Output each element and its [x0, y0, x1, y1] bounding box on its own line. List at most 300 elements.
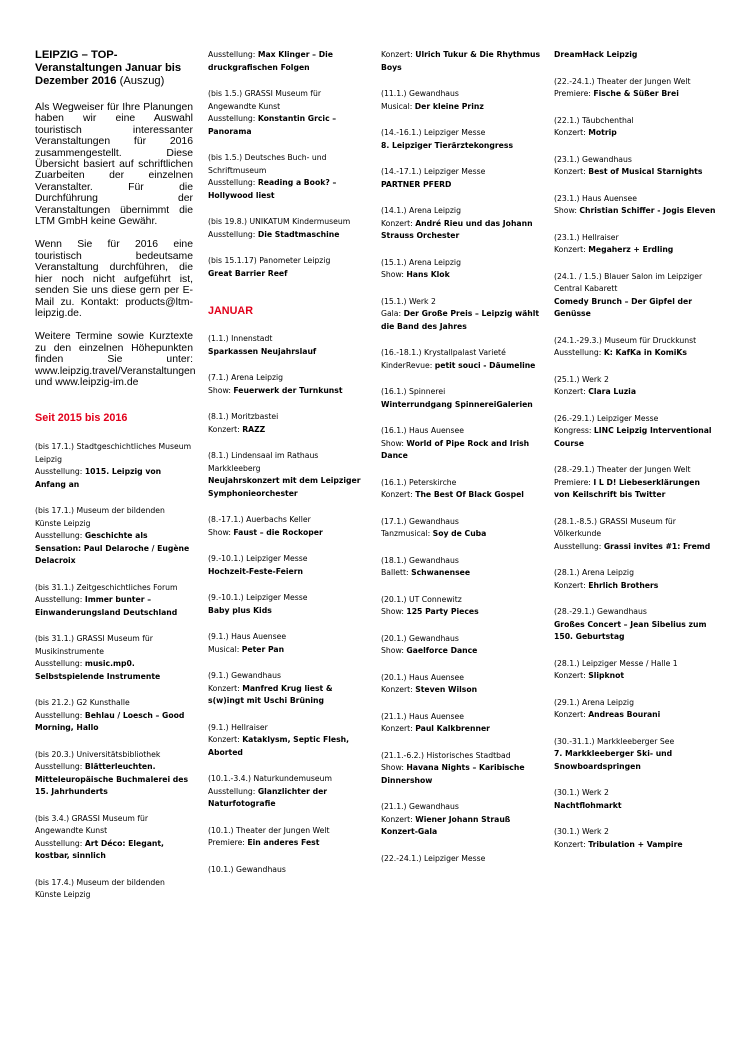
event-entry: [381, 750, 543, 788]
event-entry: [381, 257, 543, 282]
event-type: Ausstellung:: [208, 178, 258, 187]
event-entry: [554, 658, 716, 683]
event-type: Konzert:: [554, 580, 589, 590]
event-name: Behlau / Loesch – Good Morning, Hallo: [35, 710, 185, 733]
event-title-line: [208, 786, 368, 811]
event-type: Konzert:: [554, 710, 589, 719]
column-1: [35, 49, 196, 916]
event-date-venue: (25.1.) Werk 2: [554, 374, 609, 384]
event-title-line: [35, 466, 193, 491]
event-entry: [381, 477, 543, 502]
event-name: Max Klinger – Die druckgrafischen Folgen: [208, 50, 333, 72]
event-name: Manfred Krug liest & s(w)ingt mit Uschi Brüning: [208, 683, 333, 705]
event-name: Glanzlichter der Naturfotografie: [208, 786, 328, 808]
event-entry: [381, 853, 543, 866]
event-entry: [554, 76, 716, 101]
event-title-line: [381, 179, 543, 192]
event-name: LINC Leipzig Interventional Course: [554, 426, 712, 448]
event-name: Der kleine Prinz: [414, 101, 484, 111]
event-title-line: [208, 837, 368, 850]
event-entry: [554, 567, 716, 592]
event-title-line: [381, 218, 543, 243]
event-date-venue: (bis 17.1.) Museum der bildenden Künste Leipzig: [35, 506, 165, 528]
event-date-venue: (14.-16.1.) Leipziger Messe: [381, 128, 486, 137]
event-type: Ausstellung:: [35, 838, 85, 848]
event-name: 125 Party Pieces: [406, 607, 479, 616]
event-date-venue: (bis 20.3.) Universitätsbibliothek: [35, 749, 161, 759]
event-entry: [35, 633, 193, 683]
event-date-venue: (11.1.) Gewandhaus: [381, 89, 459, 98]
event-title-line: [554, 296, 716, 321]
event-type: Konzert:: [554, 839, 589, 849]
event-entry: [381, 594, 543, 619]
event-type: Show:: [381, 438, 407, 448]
event-entry: [208, 773, 368, 811]
event-title-line: [554, 205, 716, 218]
event-entry: [208, 864, 368, 877]
event-entry: [208, 450, 368, 500]
event-entry: [381, 88, 543, 113]
event-type: Konzert:: [381, 685, 416, 694]
event-date-venue: (10.1.) Gewandhaus: [208, 864, 286, 874]
event-entry: [554, 271, 716, 321]
title-text: LEIPZIG – TOP-Veranstaltungen Januar bis Dezember 2016: [35, 49, 182, 87]
event-entry: [208, 825, 368, 850]
event-name: Feuerwerk der Turnkunst: [233, 385, 343, 395]
event-date-venue: (bis 19.8.) UNIKATUM Kindermuseum: [208, 217, 351, 226]
event-date-venue: (22.1.) Täubchenthal: [554, 115, 634, 125]
intro-paragraph: Weitere Termine sowie Kurztexte zu den einzelnen Höhepunkten finden Sie unter: www.leipzig.travel/Veranstaltungen und www.leipzig-im.de: [35, 331, 196, 388]
event-type: Premiere:: [208, 838, 248, 847]
event-title-line: [381, 528, 543, 541]
event-title-line: [554, 386, 716, 399]
event-entry: [381, 672, 543, 697]
section-heading-januar: JANUAR: [208, 305, 253, 317]
event-title-line: [554, 541, 716, 554]
event-entry: [35, 582, 193, 620]
event-title-line: [554, 244, 716, 257]
event-type: Tanzmusical:: [381, 529, 433, 538]
event-name: Soy de Cuba: [432, 529, 487, 538]
event-title-line: [554, 709, 716, 722]
event-entry: [554, 193, 716, 218]
event-title-line: [208, 229, 368, 242]
event-name: André Rieu und das Johann Strauss Orchester: [381, 218, 533, 240]
event-type: Show:: [381, 270, 407, 279]
event-title-line: [208, 268, 368, 281]
event-date-venue: (8.1.) Lindensaal im Rathaus Markkleeberg: [208, 451, 319, 473]
event-entry: [35, 505, 193, 568]
event-title-line: [554, 166, 716, 179]
event-entry: [554, 49, 716, 62]
event-title-line: [554, 425, 716, 450]
event-name: petit souci - Däumeline: [434, 360, 536, 370]
event-date-venue: (16.-18.1.) Krystallpalast Varieté: [381, 348, 506, 357]
event-date-venue: (1.1.) Innenstadt: [208, 334, 273, 343]
event-name: Megaherz + Erdling: [588, 245, 674, 254]
event-type: Konzert:: [381, 724, 416, 733]
event-date-venue: (15.1.) Arena Leipzig: [381, 257, 461, 267]
event-title-line: [554, 839, 716, 852]
event-entry: [381, 425, 543, 463]
event-name: Die Stadtmaschine: [257, 229, 340, 239]
event-type: Ausstellung:: [208, 786, 258, 796]
event-entry: [381, 801, 543, 839]
event-type: Ausstellung:: [35, 762, 85, 772]
event-entry: [554, 736, 716, 774]
event-entry: [554, 335, 716, 360]
event-entry: [554, 154, 716, 179]
event-name: Steven Wilson: [415, 685, 478, 694]
event-type: Ausstellung:: [35, 467, 85, 477]
event-entry: [554, 413, 716, 451]
event-name: Fische & Süßer Brei: [593, 89, 679, 98]
event-type: Ausstellung:: [35, 659, 85, 669]
event-name: I L D! Liebeserklärungen von Keilschrift bis Twitter: [554, 477, 700, 499]
event-list: [35, 441, 193, 902]
event-date-venue: (bis 17.4.) Museum der bildenden Künste Leipzig: [35, 877, 165, 900]
event-date-venue: (9.1.) Hellraiser: [208, 722, 268, 732]
event-title-line: [554, 670, 716, 683]
event-title-line: [554, 800, 716, 813]
event-date-venue: (29.1.) Arena Leipzig: [554, 697, 634, 707]
event-date-venue: (9.1.) Gewandhaus: [208, 671, 282, 680]
event-date-venue: (30.1.) Werk 2: [554, 827, 609, 836]
event-list: [554, 49, 716, 851]
event-name: Faust – die Rockoper: [233, 527, 323, 537]
event-type: Konzert:: [208, 424, 243, 434]
event-entry: [35, 877, 193, 902]
event-entry: [381, 555, 543, 580]
event-title-line: [208, 177, 368, 202]
event-date-venue: (24.1.-29.3.) Museum für Druckkunst: [554, 335, 697, 345]
event-title-line: [208, 734, 368, 759]
event-title-line: [35, 658, 193, 683]
event-title-line: [208, 644, 368, 657]
event-date-venue: (bis 17.1.) Stadtgeschichtliches Museum Leipzig: [35, 442, 192, 464]
event-entry: [208, 216, 368, 241]
event-type: Konzert:: [554, 245, 589, 254]
event-date-venue: (28.1.) Arena Leipzig: [554, 568, 634, 577]
event-name: Nachtflohmarkt: [554, 800, 622, 810]
event-title-line: [381, 308, 543, 333]
event-date-venue: (20.1.) Gewandhaus: [381, 633, 459, 643]
event-date-venue: (30.1.) Werk 2: [554, 788, 609, 797]
event-name: Peter Pan: [241, 644, 285, 654]
event-name: World of Pipe Rock and Irish Dance: [381, 438, 530, 460]
event-entry: [208, 255, 368, 280]
event-date-venue: (15.1.) Werk 2: [381, 296, 436, 306]
event-name: Clara Luzia: [588, 387, 637, 396]
event-name: Großes Concert – Jean Sibelius zum 150. Geburtstag: [554, 619, 707, 641]
event-date-venue: (28.1.-8.5.) GRASSI Museum für Völkerkunde: [554, 516, 676, 538]
event-type: Konzert:: [554, 387, 589, 396]
event-date-venue: (7.1.) Arena Leipzig: [208, 373, 284, 382]
event-date-venue: (bis 21.2.) G2 Kunsthalle: [35, 698, 130, 708]
event-entry: [381, 205, 543, 243]
event-type: Konzert:: [381, 218, 416, 228]
event-type: Premiere:: [554, 89, 594, 98]
event-title-line: [35, 710, 193, 735]
event-title-line: [208, 566, 368, 579]
section-heading-seit: Seit 2015 bis 2016: [35, 412, 128, 425]
event-date-venue: (9.-10.1.) Leipziger Messe: [208, 554, 308, 563]
event-type: Show:: [381, 646, 407, 655]
event-date-venue: (20.1.) UT Connewitz: [381, 594, 462, 604]
event-date-venue: (14.-17.1.) Leipziger Messe: [381, 167, 486, 176]
event-date-venue: (26.-29.1.) Leipziger Messe: [554, 413, 659, 423]
event-type: Ausstellung:: [35, 595, 85, 605]
event-entry: [554, 374, 716, 399]
event-date-venue: (bis 31.1.) GRASSI Museum für Musikinstrumente: [35, 634, 153, 656]
event-type: Ausstellung:: [554, 348, 604, 357]
event-entry: [35, 813, 193, 863]
event-entry: [208, 411, 368, 436]
event-name: Andreas Bourani: [588, 710, 661, 719]
event-name: Hochzeit-Feste-Feiern: [208, 566, 304, 576]
event-title-line: [381, 489, 543, 502]
event-name: Sparkassen Neujahrslauf: [208, 346, 317, 356]
event-date-venue: (22.-24.1.) Leipziger Messe: [381, 853, 486, 863]
event-title-line: [35, 530, 193, 568]
event-entry: [208, 88, 368, 138]
event-date-venue: (21.1.-6.2.) Historisches Stadtbad: [381, 750, 511, 760]
event-type: Konzert:: [381, 490, 416, 499]
event-date-venue: (9.-10.1.) Leipziger Messe: [208, 593, 308, 602]
event-title-line: [554, 748, 716, 773]
event-entry: [208, 152, 368, 202]
event-date-venue: (28.-29.1.) Theater der Jungen Welt: [554, 465, 691, 474]
event-name: Best of Musical Starnights: [588, 167, 703, 176]
event-date-venue: (28.-29.1.) Gewandhaus: [554, 607, 647, 616]
event-entry: [554, 606, 716, 644]
event-entry: [381, 633, 543, 658]
event-title-line: [35, 594, 193, 619]
event-type: Kongress:: [554, 426, 594, 435]
event-name: Wiener Johann Strauß Konzert-Gala: [381, 814, 511, 836]
event-entry: [381, 386, 543, 411]
event-date-venue: (bis 15.1.17) Panometer Leipzig: [208, 256, 331, 265]
event-name: Gaelforce Dance: [406, 646, 478, 655]
event-entry: [554, 232, 716, 257]
event-type: Ausstellung:: [554, 541, 604, 551]
event-type: Konzert:: [554, 671, 589, 680]
event-title-line: [381, 723, 543, 736]
event-type: Ausstellung:: [35, 531, 85, 541]
event-entry: [208, 631, 368, 656]
event-name: Christian Schiffer - Jogis Eleven: [579, 206, 716, 215]
column-3: [381, 49, 543, 879]
event-title-line: [381, 49, 543, 74]
event-title-line: [381, 645, 543, 658]
event-type: Premiere:: [554, 477, 594, 487]
event-type: Musical:: [381, 101, 415, 111]
event-type: Konzert:: [554, 167, 589, 176]
event-title-line: [208, 424, 368, 437]
event-entry: [208, 553, 368, 578]
event-title-line: [554, 347, 716, 360]
event-date-venue: (bis 31.1.) Zeitgeschichtliches Forum: [35, 582, 178, 592]
document-title: [35, 49, 193, 88]
event-name: DreamHack Leipzig: [554, 50, 638, 59]
event-title-line: [208, 385, 368, 398]
event-name: K: KafKa in KomiKs: [603, 348, 687, 357]
event-type: Ausstellung:: [208, 229, 258, 239]
event-type: Konzert:: [381, 814, 416, 824]
event-name: Neujahrskonzert mit dem Leipziger Symphonieorchester: [208, 476, 361, 498]
event-type: Show:: [554, 206, 580, 215]
event-name: Paul Kalkbrenner: [415, 724, 490, 733]
event-name: 8. Leipziger Tierärztekongress: [381, 140, 514, 150]
event-type: Konzert:: [554, 128, 589, 137]
event-entry: [35, 697, 193, 735]
event-title-line: [208, 113, 368, 138]
event-entry: [35, 441, 193, 491]
event-date-venue: (10.1.-3.4.) Naturkundemuseum: [208, 774, 332, 783]
event-name: Der Große Preis – Leipzig wählt die Band des Jahres: [381, 309, 540, 331]
event-entry: [381, 516, 543, 541]
event-type: Show:: [208, 527, 234, 537]
event-entry: [554, 826, 716, 851]
event-entry: [554, 115, 716, 140]
event-entry: [554, 516, 716, 554]
event-date-venue: (24.1. / 1.5.) Blauer Salon im Leipziger Central Kabarett: [554, 271, 703, 293]
event-title-line: [381, 101, 543, 114]
event-entry: [381, 347, 543, 372]
intro-paragraph: Als Wegweiser für Ihre Planungen haben wir eine Auswahl touristisch interessanter Veranstaltungen für 2016 zusammengestellt. Diese Übersicht basiert auf schriftlichen Zuarbeiten der einzelnen Veranstalter. Für die Durchführung der Veranstaltungen übernimmt die LTM GmbH keine Gewähr.: [35, 102, 193, 228]
event-name: PARTNER PFERD: [381, 179, 452, 189]
event-entry: [381, 166, 543, 191]
event-entry: [554, 787, 716, 812]
event-title-line: [208, 527, 368, 540]
event-name: music.mp0. Selbstspielende Instrumente: [35, 659, 161, 681]
event-type: Konzert:: [208, 683, 243, 693]
event-date-venue: (30.-31.1.) Markkleeberger See: [554, 736, 675, 746]
title-suffix: (Auszug): [119, 75, 165, 87]
event-title-line: [381, 360, 543, 373]
event-date-venue: (17.1.) Gewandhaus: [381, 516, 459, 526]
event-title-line: [35, 761, 193, 799]
event-name: The Best Of Black Gospel: [415, 490, 524, 499]
column-2: [208, 49, 368, 890]
event-entry: [554, 697, 716, 722]
event-name: Havana Nights – Karibische Dinnershow: [381, 763, 525, 785]
event-title-line: [554, 580, 716, 593]
event-date-venue: (10.1.) Theater der Jungen Welt: [208, 825, 330, 835]
event-name: Slipknot: [588, 671, 625, 680]
event-title-line: [381, 684, 543, 697]
event-name: 7. Markkleeberger Ski- und Snowboardspringen: [554, 749, 673, 771]
event-title-line: [554, 477, 716, 502]
event-name: Grassi invites #1: Fremd: [603, 541, 711, 551]
event-date-venue: (18.1.) Gewandhaus: [381, 555, 459, 565]
event-type: Konzert:: [381, 50, 416, 59]
event-title-line: [381, 762, 543, 787]
event-entry: [381, 49, 543, 74]
event-name: Ulrich Tukur & Die Rhythmus Boys: [381, 50, 541, 72]
event-title-line: [381, 567, 543, 580]
column-4: [554, 49, 716, 865]
event-date-venue: (23.1.) Haus Auensee: [554, 193, 638, 203]
event-type: Konzert:: [208, 735, 243, 744]
event-entry: [35, 749, 193, 799]
event-name: Great Barrier Reef: [208, 268, 288, 278]
event-name: Tribulation + Vampire: [588, 839, 683, 849]
event-entry: [208, 670, 368, 708]
event-entry: [208, 592, 368, 617]
event-date-venue: (28.1.) Leipziger Messe / Halle 1: [554, 658, 678, 668]
event-type: Gala:: [381, 309, 404, 318]
event-name: Blätterleuchten. Mitteleuropäische Buchmalerei des 15. Jahrhunderts: [35, 762, 189, 797]
event-entry: [208, 722, 368, 760]
event-list: [208, 333, 368, 876]
event-date-venue: (16.1.) Haus Auensee: [381, 426, 465, 435]
event-title-line: [35, 838, 193, 863]
event-name: Geschichte als Sensation: Paul Delaroche / Eugène Delacroix: [35, 531, 190, 566]
event-title-line: [381, 438, 543, 463]
event-list: [381, 49, 543, 865]
event-name: Art Déco: Elegant, kostbar, sinnlich: [35, 838, 164, 861]
event-name: Winterrundgang SpinnereiGalerien: [381, 399, 533, 409]
event-entry: [208, 49, 368, 74]
event-entry: [208, 514, 368, 539]
event-name: 1015. Leipzig von Anfang an: [35, 467, 162, 489]
event-title-line: [554, 88, 716, 101]
event-date-venue: (9.1.) Haus Auensee: [208, 632, 287, 641]
event-date-venue: (14.1.) Arena Leipzig: [381, 206, 461, 215]
event-date-venue: (20.1.) Haus Auensee: [381, 672, 465, 682]
event-title-line: [208, 49, 368, 74]
event-entry: [381, 296, 543, 334]
event-date-venue: (16.1.) Spinnerei: [381, 387, 446, 396]
event-entry: [554, 464, 716, 502]
event-title-line: [208, 475, 368, 500]
event-title-line: [381, 814, 543, 839]
event-date-venue: (bis 3.4.) GRASSI Museum für Angewandte Kunst: [35, 813, 149, 836]
event-list: [208, 49, 368, 280]
event-name: Ehrlich Brothers: [588, 580, 659, 590]
event-title-line: [208, 683, 368, 708]
event-type: Ausstellung:: [208, 50, 258, 59]
event-title-line: [381, 606, 543, 619]
event-name: Konstantin Grcic – Panorama: [208, 114, 337, 136]
event-date-venue: (8.-17.1.) Auerbachs Keller: [208, 515, 311, 524]
event-name: Comedy Brunch – Der Gipfel der Genüsse: [554, 296, 693, 318]
event-name: Ein anderes Fest: [247, 838, 320, 847]
intro-paragraph: Wenn Sie für 2016 eine touristisch bedeutsame Veranstaltung durchführen, die hier noch nicht aufgeführt ist, senden Sie uns diese gern per E-Mail zu. Kontakt: products@ltm-leipzig.de.: [35, 239, 193, 319]
event-title-line: [381, 269, 543, 282]
event-type: Show:: [381, 607, 407, 616]
event-date-venue: (16.1.) Peterskirche: [381, 477, 457, 487]
event-name: Immer bunter – Einwanderungsland Deutschland: [35, 595, 178, 617]
event-name: Reading a Book? – Hollywood liest: [208, 178, 337, 200]
event-date-venue: (bis 1.5.) GRASSI Museum für Angewandte Kunst: [208, 89, 322, 111]
event-type: Show:: [381, 763, 407, 772]
event-type: Ausstellung:: [208, 114, 258, 123]
event-entry: [381, 127, 543, 152]
event-date-venue: (21.1.) Gewandhaus: [381, 802, 459, 811]
event-name: RAZZ: [242, 424, 266, 434]
event-date-venue: (8.1.) Moritzbastei: [208, 412, 279, 421]
event-title-line: [554, 49, 716, 62]
event-date-venue: (21.1.) Haus Auensee: [381, 711, 465, 721]
event-type: Musical:: [208, 644, 242, 654]
event-title-line: [381, 399, 543, 412]
event-type: Show:: [208, 385, 234, 395]
event-title-line: [381, 140, 543, 153]
event-title-line: [208, 346, 368, 359]
event-name: Motrip: [588, 128, 617, 137]
